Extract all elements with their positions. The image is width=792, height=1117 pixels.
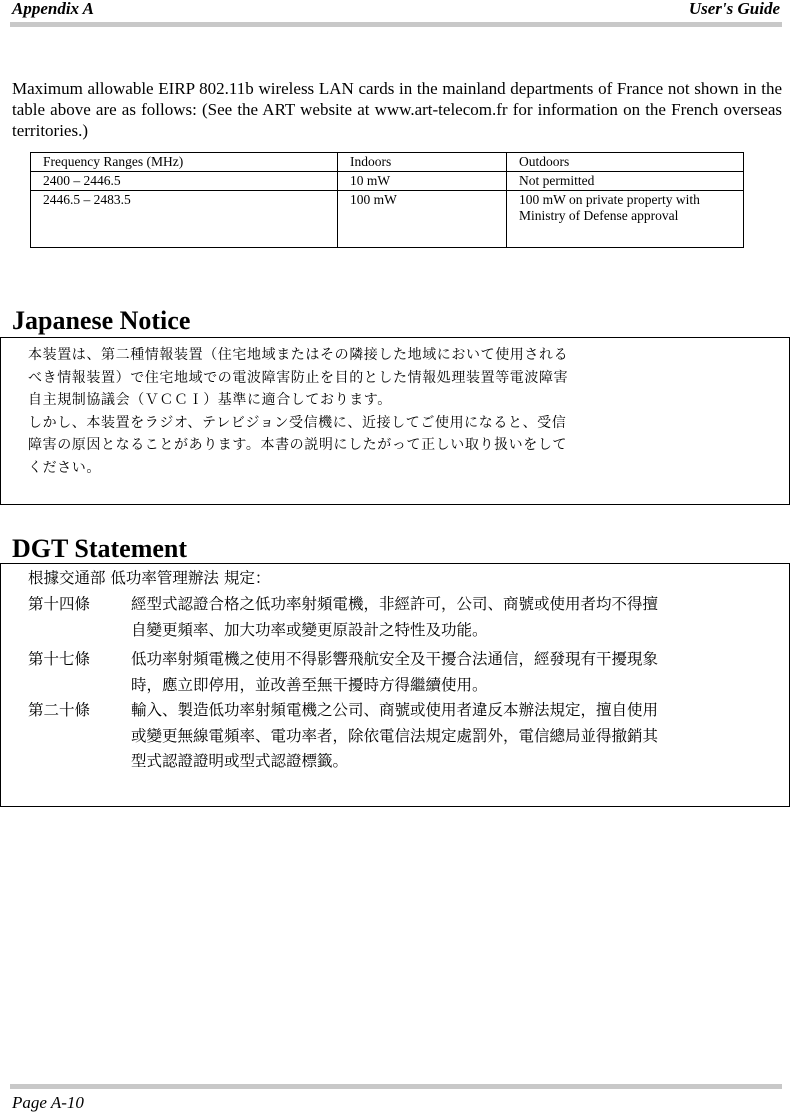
running-header [12,0,780,18]
table-row [31,172,744,191]
table-header-cell: Frequency Ranges (MHz) [31,153,338,172]
dgt-statement-heading: DGT Statement [12,534,188,563]
japanese-notice-line: 自主規制協議会（ＶＣＣＩ）基準に適合しております。 [28,392,392,408]
japanese-notice-line: 障害の原因となることがあります。本書の説明にしたがって正しい取り扱いをして [28,437,568,453]
header-rule [10,22,782,27]
article-line: 經型式認證合格之低功率射頻電機，非經許可，公司、商號或使用者均不得擅 [131,595,659,613]
page-number: Page A-10 [12,1093,84,1112]
japanese-notice-line: しかし、本装置をラジオ、テレビジョン受信機に、近接してご使用になると、受信 [28,414,567,431]
article-line: 自變更頻率、加大功率或變更原設計之特性及功能。 [131,620,488,639]
japanese-notice-box [0,337,790,505]
table-row [31,191,744,248]
table-header-cell: Indoors [338,153,507,172]
header-section-title: Appendix A [12,0,95,18]
table-cell: 100 mW [338,191,507,248]
dgt-statement-box [0,563,790,807]
article-label: 第二十條 [28,701,91,719]
footer-rule [10,1084,782,1089]
japanese-notice-line: 本装置は、第二種情報装置（住宅地域またはその隣接した地域において使用される [28,347,569,363]
table-cell: 100 mW on private property with Ministry of Defense approval [507,191,744,248]
japanese-notice-heading: Japanese Notice [12,306,191,335]
table-cell: 2446.5 – 2483.5 [31,191,338,248]
article-label: 第十四條 [28,595,91,613]
article-label: 第十七條 [28,650,91,668]
article-line: 輸入、製造低功率射頻電機之公司、商號或使用者違反本辦法規定，擅自使用 [131,701,659,719]
article-line: 型式認證證明或型式認證標籤。 [131,752,349,770]
dgt-regulation-title: 根據交通部 低功率管理辦法 規定： [28,569,271,587]
japanese-notice-text [28,344,568,479]
france-eirp-paragraph: Maximum allowable EIRP 802.11b wireless LAN cards in the mainland departments of France not shown in the table above are as follows: (See the ART website at www.art-telecom.fr for information on the French overseas territories.) [12,79,782,140]
table-cell: Not permitted [507,172,744,191]
header-document-title: User's Guide [688,0,780,18]
table-cell: 2400 – 2446.5 [31,172,338,191]
table-header-row [31,153,744,172]
japanese-notice-line: ください。 [28,459,101,476]
japanese-notice-line: べき情報装置）で住宅地域での電波障害防止を目的とした情報処理装置等電波障害 [28,369,569,386]
table-header-cell: Outdoors [507,153,744,172]
article-line: 時，應立即停用，並改善至無干擾時方得繼續使用。 [131,675,488,694]
article-line: 低功率射頻電機之使用不得影響飛航安全及干擾合法通信，經發現有干擾現象 [131,650,659,668]
article-line: 或變更無線電頻率、電功率者，除依電信法規定處罰外，電信總局並得撤銷其 [131,726,659,745]
frequency-table [30,152,744,248]
table-cell: 10 mW [338,172,507,191]
